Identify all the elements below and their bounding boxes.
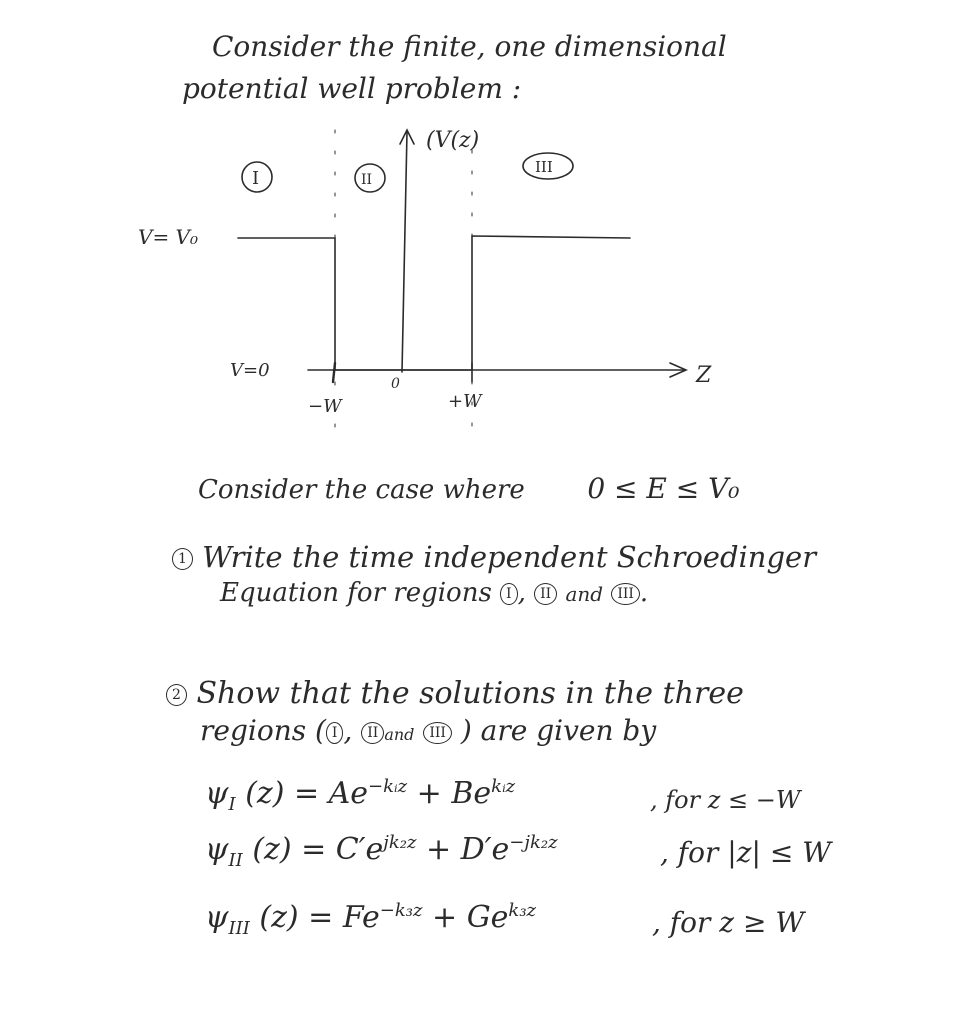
v-axis-label: (V(z)	[426, 128, 480, 153]
eq3-arg: (z) = Fe	[259, 900, 380, 935]
equation-region-3	[205, 900, 536, 939]
q1-region-2: II	[534, 583, 557, 605]
eq1-arg: (z) = Ae	[245, 776, 369, 811]
v0-label: V= V₀	[138, 225, 199, 249]
question-2-line-2: regions ( I , II and III ) are given by	[200, 714, 657, 747]
eq2-psi: ψ	[205, 832, 229, 867]
v-zero-label: V=0	[230, 360, 270, 381]
q1-and: and	[565, 582, 604, 606]
z-axis-label: Z	[696, 363, 712, 388]
case-condition: 0 ≤ E ≤ V₀	[587, 472, 740, 505]
q2-region-3: III	[423, 722, 452, 744]
eq3-sub: III	[228, 918, 250, 939]
eq2-exp2: −jk₂z	[509, 832, 558, 853]
q2-text-1: Show that the solutions in the three	[196, 676, 744, 711]
question-2-line-1	[166, 676, 744, 711]
q2-text-2b: ) are given by	[460, 714, 657, 747]
eq3-psi: ψ	[205, 900, 229, 935]
region-2-label: II	[361, 172, 373, 188]
tick-label-pos-w: +W	[448, 391, 482, 412]
case-statement	[198, 472, 740, 505]
case-text: Consider the case where	[198, 475, 525, 505]
eq2-mid: + D′e	[416, 832, 510, 867]
q1-text-2: Equation for regions	[220, 578, 492, 608]
equation-region-2	[205, 832, 558, 871]
eq3-exp1: −k₃z	[379, 900, 423, 921]
eq1-exp2: kᵢz	[491, 776, 516, 797]
potential-well-diagram	[130, 120, 730, 450]
eq3-exp2: k₃z	[508, 900, 537, 921]
question-1-line-2: Equation for regions I , II and III .	[220, 578, 649, 608]
eq3-mid: + Ge	[422, 900, 509, 935]
q2-text-2a: regions (	[200, 714, 326, 747]
q1-region-1: I	[500, 583, 518, 605]
eq1-psi: ψ	[205, 776, 229, 811]
eq1-mid: + Be	[407, 776, 492, 811]
tick-neg-w	[333, 363, 335, 382]
intro-line-1: Consider the finite, one dimensional	[212, 30, 727, 63]
q1-number: 1	[172, 548, 193, 570]
tick-label-neg-w: −W	[308, 396, 342, 417]
eq1-condition: , for z ≤ −W	[650, 786, 801, 814]
v-axis	[402, 132, 407, 372]
potential-profile	[238, 236, 630, 370]
q2-region-1: I	[326, 722, 344, 744]
tick-label-zero: 0	[391, 376, 400, 392]
eq2-arg: (z) = C′e	[252, 832, 384, 867]
q1-region-3: III	[611, 583, 640, 605]
eq3-condition: , for z ≥ W	[652, 906, 805, 939]
eq1-sub: I	[228, 794, 236, 815]
intro-line-2: potential well problem :	[182, 72, 522, 105]
q2-and: and	[384, 725, 415, 744]
eq2-exp1: jk₂z	[383, 832, 417, 853]
region-3-label: III	[535, 158, 553, 176]
region-1-label: I	[252, 168, 260, 189]
question-1-line-1	[172, 540, 816, 574]
q2-region-2: II	[361, 722, 384, 744]
eq2-sub: II	[228, 850, 243, 871]
eq1-exp1: −kᵢz	[368, 776, 408, 797]
eq2-condition: , for |z| ≤ W	[660, 836, 831, 869]
q1-text-1: Write the time independent Schroedinger	[202, 540, 817, 574]
q2-number: 2	[166, 684, 187, 706]
equation-region-1	[205, 776, 515, 815]
